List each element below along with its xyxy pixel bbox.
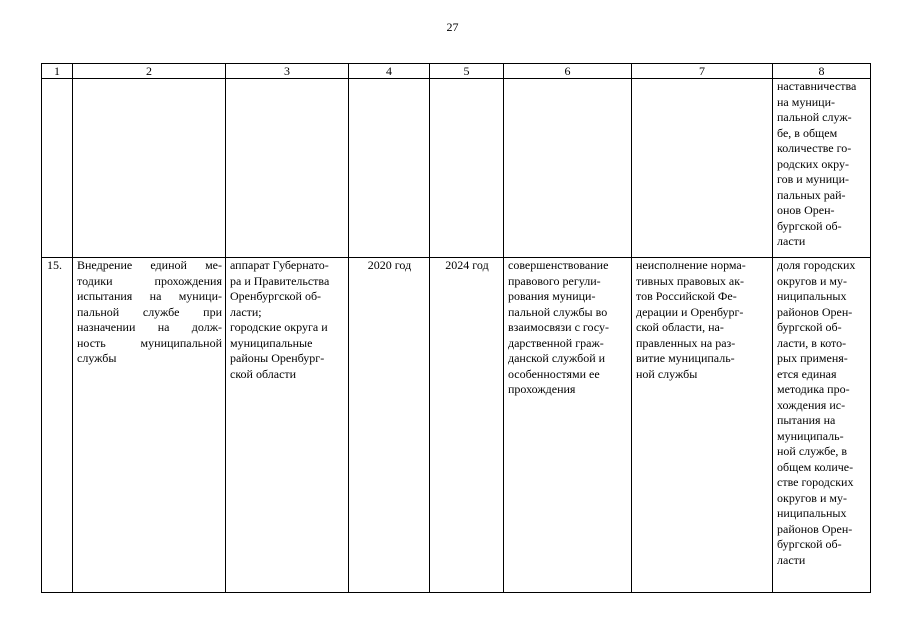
column-header-4: 4 [349, 64, 430, 79]
text-line: пальной службе при [77, 304, 222, 319]
text-line: пытания на [777, 413, 836, 427]
text-line: неисполнение норма- [636, 258, 746, 272]
text-line: стве городских [777, 475, 854, 489]
text-line: особенностями ее [508, 366, 600, 381]
cell-empty [632, 79, 773, 258]
text-line: пальной служ- [777, 110, 852, 124]
page-number: 27 [446, 20, 459, 34]
text-line: дерации и Оренбург- [636, 304, 744, 319]
text-line: бургской об- [777, 537, 842, 551]
text-line: ласти; [230, 304, 262, 319]
text-line: взаимосвязи с госу- [508, 320, 609, 334]
column-header-7: 7 [632, 64, 773, 79]
cell-row-number: 15. [42, 258, 73, 593]
text-line: испытания на муници- [77, 289, 222, 303]
text-line: бе, в общем [777, 125, 838, 140]
column-header-6: 6 [504, 64, 632, 79]
cell-end-year: 2024 год [430, 258, 504, 593]
text-line: городские округа и [230, 320, 328, 334]
text-line: тивных правовых ак- [636, 273, 745, 288]
text-line: доля городских [777, 258, 856, 272]
text-line: ной службы [636, 366, 698, 381]
text-line: округов и му- [777, 273, 847, 288]
text-line: муниципальные [230, 335, 313, 350]
text-line: ется единая [777, 366, 837, 381]
cell-empty [504, 79, 632, 258]
text-line: хождения ис- [777, 397, 846, 412]
text-line: тодики прохождения [77, 273, 222, 288]
cell-indicator-continued [773, 79, 871, 258]
text-line: назначении на долж- [77, 320, 222, 334]
text-line: правового регули- [508, 273, 601, 288]
text-line: районов Орен- [777, 521, 853, 536]
text-line: методика про- [777, 382, 850, 396]
cell-empty [349, 79, 430, 258]
text-line: ра и Правительства [230, 273, 330, 288]
column-header-2: 2 [73, 64, 226, 79]
cell-indicator [773, 258, 871, 593]
text-line: наставничества [777, 79, 857, 93]
text-line: данской службой и [508, 351, 606, 365]
text-line: районов Орен- [777, 304, 853, 319]
text-line: на муници- [777, 94, 836, 109]
column-header-8: 8 [773, 64, 871, 79]
text-line: гов и муници- [777, 172, 849, 186]
text-line: районы Оренбург- [230, 351, 325, 365]
cell-consequences [632, 258, 773, 593]
text-line: тов Российской Фе- [636, 289, 737, 303]
text-line: совершенствование [508, 258, 609, 272]
text-line: витие муниципаль- [636, 351, 735, 365]
text-line: ской области [230, 366, 297, 381]
text-line: ласти, в кото- [777, 335, 847, 350]
text-line: ниципальных [777, 506, 847, 520]
cell-empty [226, 79, 349, 258]
cell-start-year: 2020 год [349, 258, 430, 593]
text-line: общем количе- [777, 459, 854, 474]
text-line: пальной службы во [508, 304, 608, 319]
text-line: дарственной граж- [508, 335, 604, 350]
cell-expected-result [504, 258, 632, 593]
text-line: ласти [777, 552, 806, 567]
cell-measure [73, 258, 226, 593]
text-line: рых применя- [777, 351, 848, 365]
column-header-1: 1 [42, 64, 73, 79]
text-line: прохождения [508, 382, 576, 396]
text-line: рования муници- [508, 289, 596, 303]
table-row-15 [42, 258, 871, 593]
text-line: онов Орен- [777, 203, 835, 217]
text-line: бургской об- [777, 320, 842, 334]
text-line: ласти [777, 234, 806, 248]
text-line: службы [77, 351, 117, 365]
cell-empty [430, 79, 504, 258]
text-line: пальных рай- [777, 187, 846, 202]
text-line: муниципаль- [777, 428, 844, 443]
text-line: ской области, на- [636, 320, 724, 334]
column-header-5: 5 [430, 64, 504, 79]
cell-responsible [226, 258, 349, 593]
text-line: количестве го- [777, 141, 852, 155]
cell-empty [73, 79, 226, 258]
text-line: ной службе, в [777, 444, 848, 458]
text-line: бургской об- [777, 218, 842, 233]
text-line: округов и му- [777, 490, 847, 505]
column-header-3: 3 [226, 64, 349, 79]
text-line: Оренбургской об- [230, 289, 322, 303]
text-line: ниципальных [777, 289, 847, 303]
text-line: ность муниципальной [77, 335, 222, 350]
cell-empty [42, 79, 73, 258]
text-line: Внедрение единой ме- [77, 258, 222, 272]
text-line: аппарат Губернато- [230, 258, 329, 272]
text-line: родских окру- [777, 156, 850, 171]
text-line: правленных на раз- [636, 335, 736, 350]
plan-table [41, 63, 871, 593]
continuation-row [42, 79, 871, 258]
header-row [42, 64, 871, 79]
